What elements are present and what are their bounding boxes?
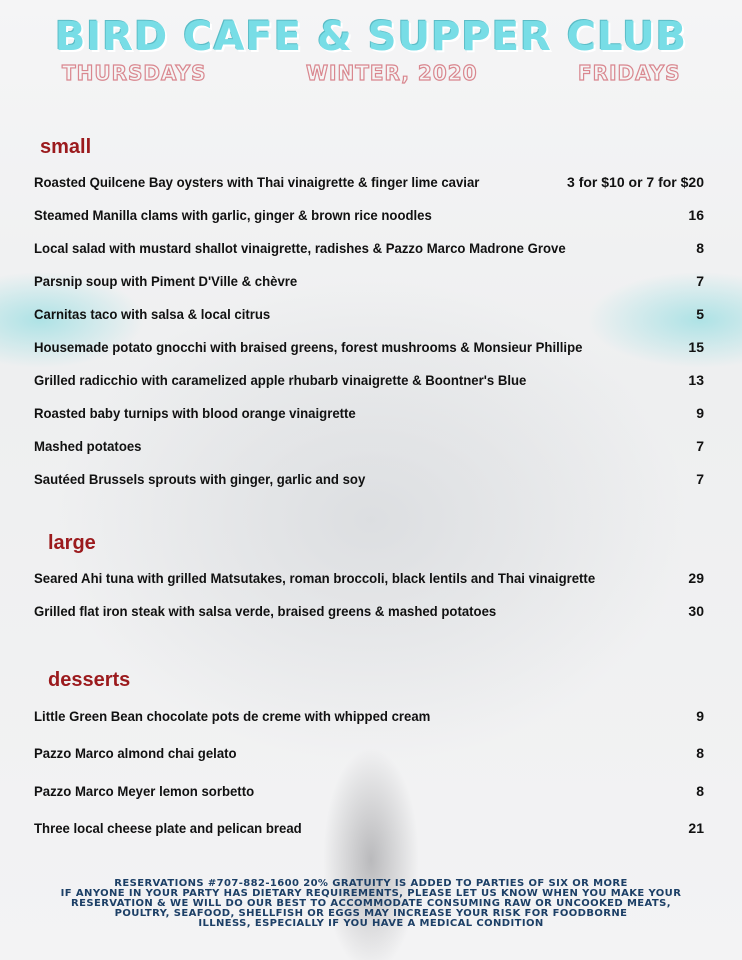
item-description: Little Green Bean chocolate pots de creme with whipped cream: [34, 708, 431, 724]
item-price: 7: [696, 471, 704, 487]
item-price: 30: [688, 603, 704, 619]
item-description: Parsnip soup with Piment D'Ville & chèvre: [34, 273, 298, 289]
item-description: Seared Ahi tuna with grilled Matsutakes, roman broccoli, black lentils and Thai vinaigrette: [34, 570, 596, 586]
menu-item: [34, 336, 704, 358]
menu-item: [34, 567, 704, 589]
footer-line: IF ANYONE IN YOUR PARTY HAS DIETARY REQUIREMENTS, PLEASE LET US KNOW WHEN YOU MAKE YOUR: [60, 888, 682, 899]
footer-notice: [0, 879, 742, 929]
page-title: BIRD CAFE & SUPPER CLUB: [54, 14, 688, 60]
item-price: 13: [688, 372, 704, 388]
item-description: Housemade potato gnocchi with braised greens, forest mushrooms & Monsieur Phillipe: [34, 339, 583, 355]
item-price: 3 for $10 or 7 for $20: [567, 174, 704, 190]
item-description: Roasted baby turnips with blood orange vinaigrette: [34, 405, 356, 421]
days-right-label: FRIDAYS: [578, 61, 681, 85]
item-description: Grilled flat iron steak with salsa verde, braised greens & mashed potatoes: [34, 603, 497, 619]
section-heading-small: small: [40, 136, 92, 158]
footer-line: RESERVATIONS #707-882-1600 20% GRATUITY IS ADDED TO PARTIES OF SIX OR MORE: [114, 878, 628, 889]
menu-item: [34, 204, 704, 226]
item-price: 5: [696, 306, 704, 322]
item-description: Local salad with mustard shallot vinaigrette, radishes & Pazzo Marco Madrone Grove: [34, 240, 566, 256]
item-price: 8: [696, 745, 704, 761]
item-description: Steamed Manilla clams with garlic, ginger & brown rice noodles: [34, 207, 432, 223]
item-price: 7: [696, 273, 704, 289]
menu-item: [34, 171, 704, 193]
section-heading-desserts: desserts: [48, 669, 131, 691]
footer-line: ILLNESS, ESPECIALLY IF YOU HAVE A MEDICAL CONDITION: [198, 918, 544, 929]
section-heading-large: large: [48, 532, 96, 554]
item-description: Roasted Quilcene Bay oysters with Thai vinaigrette & finger lime caviar: [34, 174, 480, 190]
item-price: 7: [696, 438, 704, 454]
menu-item: [34, 468, 704, 490]
days-left-label: THURSDAYS: [62, 61, 207, 85]
item-price: 29: [688, 570, 704, 586]
item-price: 21: [688, 820, 704, 836]
item-price: 15: [688, 339, 704, 355]
menu-item: [34, 237, 704, 259]
menu-item: [34, 742, 704, 764]
item-price: 16: [688, 207, 704, 223]
menu-item: [34, 600, 704, 622]
menu-item: [34, 402, 704, 424]
menu-item: [34, 705, 704, 727]
item-description: Sautéed Brussels sprouts with ginger, garlic and soy: [34, 471, 366, 487]
item-description: Grilled radicchio with caramelized apple rhubarb vinaigrette & Boontner's Blue: [34, 372, 527, 388]
menu-item: [34, 817, 704, 839]
footer-line: POULTRY, SEAFOOD, SHELLFISH OR EGGS MAY INCREASE YOUR RISK FOR FOODBORNE: [114, 908, 628, 919]
item-price: 8: [696, 783, 704, 799]
footer-line: RESERVATION & WE WILL DO OUR BEST TO ACCOMMODATE CONSUMING RAW OR UNCOOKED MEATS,: [71, 898, 671, 909]
item-price: 9: [696, 708, 704, 724]
item-description: Carnitas taco with salsa & local citrus: [34, 306, 271, 322]
item-description: Mashed potatoes: [34, 438, 142, 454]
menu-item: [34, 303, 704, 325]
menu-item: [34, 435, 704, 457]
item-description: Pazzo Marco almond chai gelato: [34, 745, 237, 761]
item-price: 8: [696, 240, 704, 256]
item-description: Pazzo Marco Meyer lemon sorbetto: [34, 783, 255, 799]
season-label: WINTER, 2020: [306, 61, 478, 85]
item-description: Three local cheese plate and pelican bread: [34, 820, 302, 836]
menu-item: [34, 780, 704, 802]
menu-item: [34, 369, 704, 391]
menu-item: [34, 270, 704, 292]
item-price: 9: [696, 405, 704, 421]
